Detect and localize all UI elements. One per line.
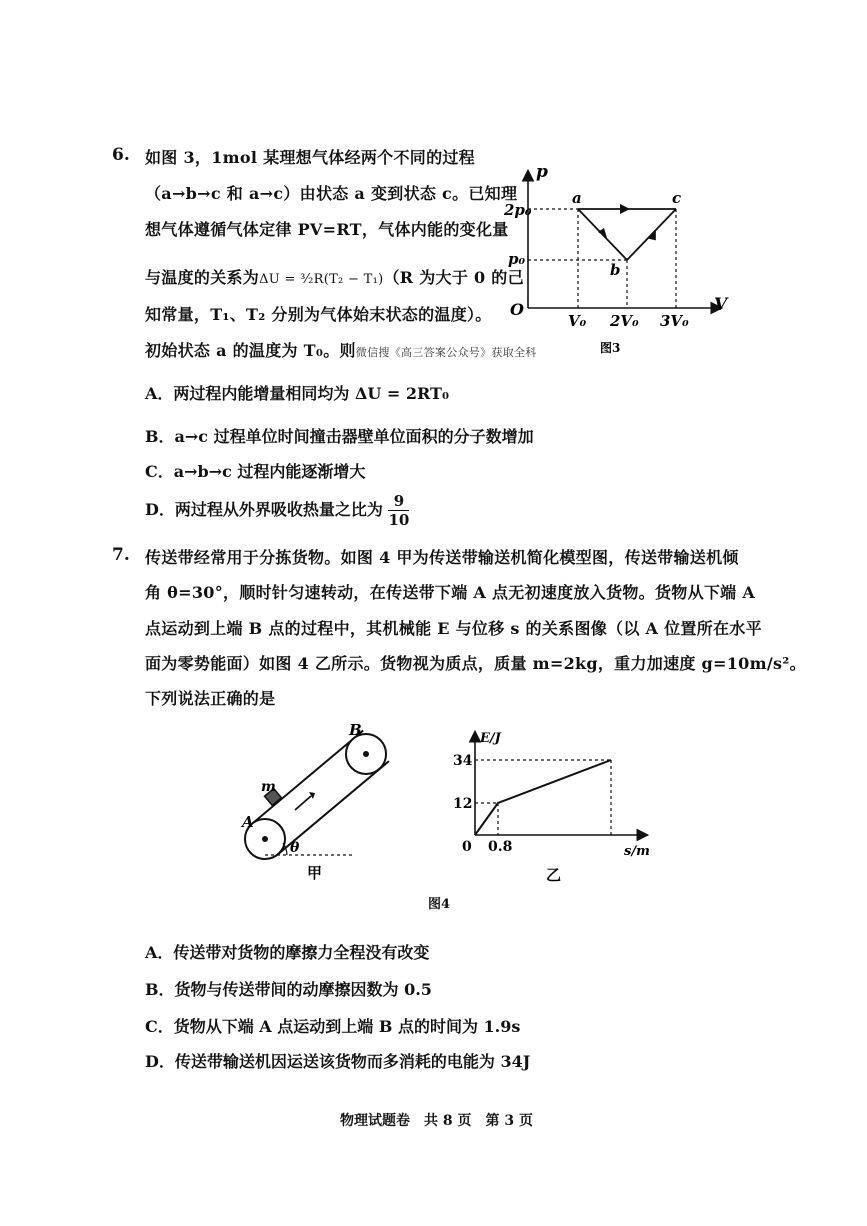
label-m: m bbox=[261, 779, 276, 795]
watermark-text: 微信搜《高三答案公众号》获取全科 bbox=[355, 346, 537, 359]
q7-text-line-1: 传送带经常用于分拣货物。如图 4 甲为传送带输送机简化模型图，传送带输送机倾 bbox=[145, 548, 739, 567]
fraction-denominator: 10 bbox=[388, 511, 410, 529]
q6-line4-post: （R 为大于 0 的己 bbox=[383, 268, 524, 287]
y-tick-12: 12 bbox=[453, 796, 473, 812]
figure-4-caption: 图4 bbox=[428, 897, 451, 912]
origin-zero: 0 bbox=[462, 839, 472, 855]
q6-line4-pre: 与温度的关系为 bbox=[145, 268, 260, 287]
x-tick-0-8: 0.8 bbox=[488, 839, 513, 855]
q6-option-d-text: D．两过程从外界吸收热量之比为 bbox=[145, 500, 383, 519]
page-footer: 物理试题卷 共 8 页 第 3 页 bbox=[340, 1113, 533, 1129]
x-tick-2v0: 2V₀ bbox=[610, 312, 639, 330]
q6-number: 6. bbox=[112, 145, 130, 165]
point-a-label: a bbox=[572, 189, 582, 207]
figure-4-jia-conveyor bbox=[225, 715, 400, 885]
p-axis-label: p bbox=[536, 162, 548, 182]
q6-text-line-4 bbox=[145, 265, 524, 288]
q7-text-line-3: 点运动到上端 B 点的过程中，其机械能 E 与位移 s 的关系图像（以 A 位置所在水平 bbox=[145, 619, 762, 638]
q6-option-d-fraction bbox=[388, 492, 409, 529]
fraction-numerator: 9 bbox=[388, 492, 409, 511]
q6-text-line-1: 如图 3，1mol 某理想气体经两个不同的过程 bbox=[145, 148, 475, 167]
label-theta: θ bbox=[290, 840, 300, 856]
q6-text-line-5: 知常量，T₁、T₂ 分别为气体始末状态的温度）。 bbox=[145, 305, 492, 324]
q6-option-d[interactable] bbox=[145, 492, 409, 529]
figure-3-pv-diagram bbox=[500, 160, 735, 360]
q7-text-line-4: 面为零势能面）如图 4 乙所示。货物视为质点，质量 m=2kg，重力加速度 g=10m/s²。 bbox=[145, 654, 806, 673]
label-b: B bbox=[349, 721, 362, 739]
q6-option-b[interactable]: B．a→c 过程单位时间撞击器壁单位面积的分子数增加 bbox=[145, 427, 534, 446]
q7-option-d[interactable]: D．传送带输送机因运送该货物而多消耗的电能为 34J bbox=[145, 1052, 531, 1071]
label-a: A bbox=[242, 813, 254, 831]
q7-option-b[interactable]: B．货物与传送带间的动摩擦因数为 0.5 bbox=[145, 980, 432, 999]
y-tick-2p0: 2p₀ bbox=[504, 201, 532, 219]
q7-text-line-2: 角 θ=30°，顺时针匀速转动，在传送带下端 A 点无初速度放入货物。货物从下端 A bbox=[145, 583, 756, 602]
q7-option-c[interactable]: C．货物从下端 A 点运动到上端 B 点的时间为 1.9s bbox=[145, 1017, 521, 1036]
origin-label: O bbox=[510, 300, 524, 319]
figure-4-yi-energy-graph bbox=[450, 725, 660, 885]
e-axis-label: E/J bbox=[480, 731, 501, 746]
energy-curve bbox=[475, 760, 611, 835]
q7-text-line-5: 下列说法正确的是 bbox=[145, 689, 276, 708]
point-c-label: c bbox=[672, 189, 682, 207]
q6-line6-text: 初始状态 a 的温度为 T₀。则 bbox=[145, 341, 356, 360]
q6-text-line-2: （a→b→c 和 a→c）由状态 a 变到状态 c。已知理 bbox=[145, 184, 518, 203]
figure-3-caption: 图3 bbox=[600, 341, 621, 355]
y-tick-34: 34 bbox=[453, 753, 473, 769]
caption-jia: 甲 bbox=[307, 864, 323, 882]
q7-number: 7. bbox=[112, 545, 130, 565]
q6-energy-formula: ΔU = ³⁄₂R(T₂ − T₁) bbox=[259, 272, 384, 287]
q6-text-line-3: 想气体遵循气体定律 PV=RT，气体内能的变化量 bbox=[145, 220, 509, 239]
q6-option-a[interactable]: A．两过程内能增量相同均为 ΔU = 2RT₀ bbox=[145, 384, 449, 403]
x-tick-3v0: 3V₀ bbox=[660, 312, 689, 330]
q7-option-a[interactable]: A．传送带对货物的摩擦力全程没有改变 bbox=[145, 943, 430, 962]
v-axis-label: V bbox=[714, 295, 728, 315]
point-b-label: b bbox=[610, 261, 621, 279]
q6-option-c[interactable]: C．a→b→c 过程内能逐渐增大 bbox=[145, 462, 366, 481]
q6-text-line-6 bbox=[145, 338, 537, 361]
x-tick-v0: V₀ bbox=[568, 312, 587, 330]
s-axis-label: s/m bbox=[624, 844, 650, 859]
process-b-to-c bbox=[627, 209, 676, 260]
caption-yi: 乙 bbox=[546, 866, 562, 884]
y-tick-p0: p₀ bbox=[508, 250, 526, 268]
